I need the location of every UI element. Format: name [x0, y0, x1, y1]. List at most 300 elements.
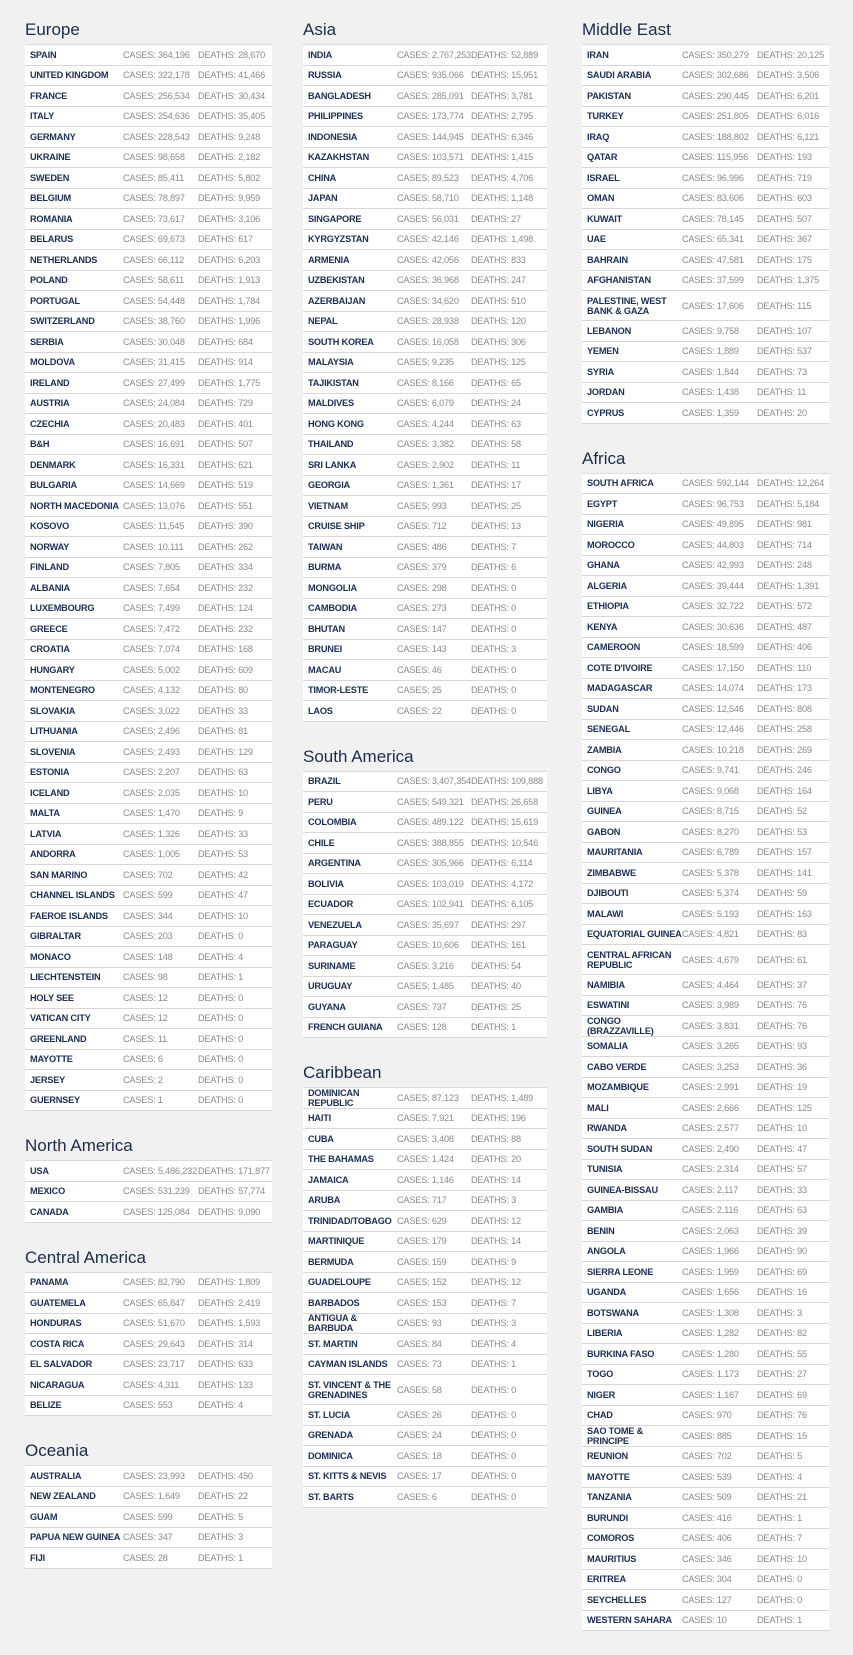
country-name: CAMBODIA — [308, 603, 357, 614]
table-row — [582, 679, 829, 700]
cases-count: CASES: 549,321 — [397, 796, 464, 807]
table-row — [582, 362, 829, 383]
table-row — [303, 230, 547, 251]
deaths-count: DEATHS: 12,264 — [757, 478, 824, 489]
table-row — [25, 168, 272, 189]
deaths-count: DEATHS: 5,184 — [757, 498, 820, 509]
deaths-count: DEATHS: 161 — [471, 940, 526, 951]
country-name: BULGARIA — [30, 480, 77, 491]
table-row — [25, 537, 272, 558]
table-row — [303, 1191, 547, 1212]
country-name: USA — [30, 1165, 49, 1176]
table-row — [303, 1150, 547, 1171]
cases-count: CASES: 2,577 — [682, 1123, 739, 1134]
cases-count: CASES: 42,056 — [397, 254, 459, 265]
cases-count: CASES: 6,079 — [397, 398, 454, 409]
country-name: GAMBIA — [587, 1205, 624, 1216]
deaths-count: DEATHS: 21 — [757, 1492, 807, 1503]
country-name: TANZANIA — [587, 1492, 632, 1503]
deaths-count: DEATHS: 28,670 — [198, 49, 265, 60]
table-row — [25, 148, 272, 169]
deaths-count: DEATHS: 3,106 — [198, 213, 261, 224]
country-name: ESWATINI — [587, 1000, 630, 1011]
deaths-count: DEATHS: 73 — [757, 366, 807, 377]
deaths-count: DEATHS: 1,415 — [471, 152, 534, 163]
table-row — [582, 781, 829, 802]
table-row — [25, 312, 272, 333]
country-name: GIBRALTAR — [30, 931, 81, 942]
table-row — [25, 86, 272, 107]
table-row — [25, 373, 272, 394]
country-name: CYPRUS — [587, 407, 625, 418]
table-row — [25, 968, 272, 989]
deaths-count: DEATHS: 125 — [471, 357, 526, 368]
table-row — [582, 1119, 829, 1140]
country-name: NORTH MACEDONIA — [30, 500, 119, 511]
country-name: URUGUAY — [308, 981, 353, 992]
region-section-middle-east — [582, 19, 829, 424]
country-name: AFGHANISTAN — [587, 275, 651, 286]
country-name: MALI — [587, 1102, 609, 1113]
country-name: SEYCHELLES — [587, 1594, 647, 1605]
cases-count: CASES: 2,314 — [682, 1164, 739, 1175]
table-row — [25, 353, 272, 374]
cases-count: CASES: 103,571 — [397, 152, 464, 163]
deaths-count: DEATHS: 63 — [198, 767, 248, 778]
table-row — [303, 854, 547, 875]
country-name: OMAN — [587, 193, 615, 204]
deaths-count: DEATHS: 367 — [757, 234, 812, 245]
deaths-count: DEATHS: 0 — [198, 1033, 243, 1044]
table-row — [25, 1273, 272, 1294]
country-name: GREENLAND — [30, 1033, 87, 1044]
deaths-count: DEATHS: 110 — [757, 662, 812, 673]
table-row — [303, 1088, 547, 1109]
table-row — [303, 977, 547, 998]
cases-count: CASES: 173,774 — [397, 111, 464, 122]
deaths-count: DEATHS: 0 — [757, 1574, 802, 1585]
cases-count: CASES: 69,673 — [123, 234, 185, 245]
country-name: SOMALIA — [587, 1041, 628, 1052]
table-row — [582, 1037, 829, 1058]
region-title: Asia — [303, 20, 337, 39]
country-name: JERSEY — [30, 1074, 66, 1085]
deaths-count: DEATHS: 1,498 — [471, 234, 534, 245]
country-name: MONTENEGRO — [30, 685, 95, 696]
country-name: GUINEA — [587, 806, 622, 817]
country-name: TOGO — [587, 1369, 614, 1380]
deaths-count: DEATHS: 5,802 — [198, 172, 261, 183]
cases-count: CASES: 11,545 — [123, 521, 185, 532]
region-title: Africa — [582, 448, 626, 468]
country-name: CAMEROON — [587, 642, 641, 653]
country-name: SAO TOME & PRINCIPE — [587, 1425, 644, 1446]
table-row — [582, 802, 829, 823]
cases-count: CASES: 18 — [397, 1450, 442, 1461]
cases-count: CASES: 2,063 — [682, 1225, 739, 1236]
deaths-count: DEATHS: 3 — [198, 1532, 243, 1543]
deaths-count: DEATHS: 684 — [198, 336, 253, 347]
table-row — [25, 209, 272, 230]
deaths-count: DEATHS: 1 — [757, 1615, 802, 1626]
deaths-count: DEATHS: 53 — [198, 849, 248, 860]
table-row — [582, 250, 829, 271]
table-row — [582, 945, 829, 975]
country-name: MEXICO — [30, 1186, 66, 1197]
cases-count: CASES: 599 — [123, 1511, 173, 1522]
deaths-count: DEATHS: 133 — [198, 1379, 253, 1390]
table-row — [25, 1314, 272, 1335]
table-row — [25, 455, 272, 476]
cases-count: CASES: 51,670 — [123, 1318, 185, 1329]
deaths-count: DEATHS: 0 — [198, 992, 243, 1003]
cases-count: CASES: 58 — [397, 1384, 442, 1395]
table-row — [582, 1570, 829, 1591]
country-name: QATAR — [587, 152, 618, 163]
deaths-count: DEATHS: 125 — [757, 1102, 812, 1113]
country-name: LIECHTENSTEIN — [30, 972, 101, 983]
country-name: KOSOVO — [30, 521, 70, 532]
cases-count: CASES: 1,282 — [682, 1328, 739, 1339]
cases-count: CASES: 23,993 — [123, 1470, 185, 1481]
cases-count: CASES: 44,803 — [682, 539, 744, 550]
deaths-count: DEATHS: 14 — [471, 1236, 521, 1247]
table-row — [25, 1355, 272, 1376]
country-name: ST. KITTS & NEVIS — [308, 1471, 387, 1482]
country-name: ARGENTINA — [308, 858, 361, 869]
table-row — [303, 353, 547, 374]
deaths-count: DEATHS: 24 — [471, 398, 521, 409]
table-row — [25, 1396, 272, 1417]
cases-count: CASES: 3,408 — [397, 1133, 454, 1144]
country-name: MALTA — [30, 808, 60, 819]
deaths-count: DEATHS: 55 — [757, 1348, 807, 1359]
table-row — [582, 291, 829, 321]
deaths-count: DEATHS: 0 — [757, 1594, 802, 1605]
deaths-count: DEATHS: 80 — [198, 685, 248, 696]
deaths-count: DEATHS: 7 — [757, 1533, 802, 1544]
country-name: HONG KONG — [308, 418, 364, 429]
deaths-count: DEATHS: 269 — [757, 744, 812, 755]
country-name: TURKEY — [587, 111, 624, 122]
cases-count: CASES: 203 — [123, 931, 173, 942]
table-row — [25, 189, 272, 210]
table-row — [582, 740, 829, 761]
country-name: VENEZUELA — [308, 919, 362, 930]
deaths-count: DEATHS: 16 — [757, 1287, 807, 1298]
country-name: CONGO — [587, 765, 621, 776]
country-name: ICELAND — [30, 787, 70, 798]
country-table — [582, 44, 829, 424]
table-row — [25, 291, 272, 312]
deaths-count: DEATHS: 1,913 — [198, 275, 261, 286]
cases-count: CASES: 406 — [682, 1533, 732, 1544]
deaths-count: DEATHS: 61 — [757, 954, 807, 965]
table-row — [25, 1070, 272, 1091]
cases-count: CASES: 364,196 — [123, 49, 190, 60]
deaths-count: DEATHS: 12 — [471, 1277, 521, 1288]
country-name: THE BAHAMAS — [308, 1154, 374, 1165]
country-name: TAJIKISTAN — [308, 377, 359, 388]
deaths-count: DEATHS: 572 — [757, 601, 812, 612]
deaths-count: DEATHS: 1 — [471, 1359, 516, 1370]
cases-count: CASES: 2 — [123, 1074, 163, 1085]
cases-count: CASES: 350,279 — [682, 49, 749, 60]
table-row — [303, 1170, 547, 1191]
country-name: SOUTH AFRICA — [587, 478, 654, 489]
table-row — [25, 250, 272, 271]
deaths-count: DEATHS: 20 — [757, 407, 807, 418]
deaths-count: DEATHS: 88 — [471, 1133, 521, 1144]
country-table — [25, 1160, 272, 1223]
cases-count: CASES: 3,407,354 — [397, 776, 471, 787]
cases-count: CASES: 147 — [397, 623, 447, 634]
cases-count: CASES: 3,831 — [682, 1020, 739, 1031]
deaths-count: DEATHS: 25 — [471, 500, 521, 511]
table-row — [582, 1406, 829, 1427]
cases-count: CASES: 29,643 — [123, 1338, 185, 1349]
deaths-count: DEATHS: 401 — [198, 418, 253, 429]
deaths-count: DEATHS: 9 — [198, 808, 243, 819]
country-name: GABON — [587, 826, 621, 837]
deaths-count: DEATHS: 4 — [471, 1338, 516, 1349]
deaths-count: DEATHS: 1,775 — [198, 377, 261, 388]
deaths-count: DEATHS: 2,419 — [198, 1297, 261, 1308]
table-row — [303, 1109, 547, 1130]
deaths-count: DEATHS: 90 — [757, 1246, 807, 1257]
table-row — [25, 127, 272, 148]
country-table — [303, 1087, 547, 1508]
deaths-count: DEATHS: 2,182 — [198, 152, 261, 163]
deaths-count: DEATHS: 6 — [471, 562, 516, 573]
country-name: SIERRA LEONE — [587, 1266, 654, 1277]
cases-count: CASES: 2,902 — [397, 459, 454, 470]
table-row — [25, 66, 272, 87]
cases-count: CASES: 1,359 — [682, 407, 739, 418]
table-row — [25, 414, 272, 435]
deaths-count: DEATHS: 15,951 — [471, 70, 538, 81]
country-name: BOLIVIA — [308, 878, 344, 889]
table-row — [582, 107, 829, 128]
deaths-count: DEATHS: 5 — [757, 1451, 802, 1462]
country-name: GERMANY — [30, 131, 76, 142]
country-table — [582, 473, 829, 1632]
country-name: BRAZIL — [308, 776, 341, 787]
table-row — [303, 271, 547, 292]
deaths-count: DEATHS: 9,248 — [198, 131, 261, 142]
country-name: GUAM — [30, 1511, 58, 1522]
table-row — [303, 997, 547, 1018]
table-row — [303, 1293, 547, 1314]
deaths-count: DEATHS: 714 — [757, 539, 812, 550]
cases-count: CASES: 1,280 — [682, 1348, 739, 1359]
cases-count: CASES: 2,490 — [682, 1143, 739, 1154]
deaths-count: DEATHS: 450 — [198, 1470, 253, 1481]
cases-count: CASES: 103,019 — [397, 878, 464, 889]
cases-count: CASES: 42,146 — [397, 234, 459, 245]
deaths-count: DEATHS: 63 — [757, 1205, 807, 1216]
table-row — [25, 1202, 272, 1223]
country-name: CHANNEL ISLANDS — [30, 890, 115, 901]
deaths-count: DEATHS: 0 — [471, 664, 516, 675]
deaths-count: DEATHS: 0 — [471, 1491, 516, 1502]
cases-count: CASES: 1,649 — [123, 1491, 180, 1502]
country-name: SOUTH SUDAN — [587, 1143, 653, 1154]
deaths-count: DEATHS: 14 — [471, 1174, 521, 1185]
country-name: NIGERIA — [587, 519, 624, 530]
deaths-count: DEATHS: 1,593 — [198, 1318, 261, 1329]
country-name: GUADELOUPE — [308, 1277, 371, 1288]
deaths-count: DEATHS: 1,489 — [471, 1092, 534, 1103]
country-name: PAPUA NEW GUINEA — [30, 1532, 121, 1543]
table-row — [582, 1283, 829, 1304]
country-name: BAHRAIN — [587, 254, 628, 265]
table-row — [303, 936, 547, 957]
cases-count: CASES: 66,112 — [123, 254, 185, 265]
deaths-count: DEATHS: 30,434 — [198, 90, 265, 101]
cases-count: CASES: 179 — [397, 1236, 447, 1247]
country-name: CANADA — [30, 1206, 69, 1217]
country-name: ESTONIA — [30, 767, 70, 778]
country-name: NIGER — [587, 1389, 616, 1400]
country-name: REUNION — [587, 1451, 628, 1462]
table-row — [25, 1528, 272, 1549]
table-row — [582, 1324, 829, 1345]
deaths-count: DEATHS: 17 — [471, 480, 521, 491]
table-row — [582, 1447, 829, 1468]
country-name: HONDURAS — [30, 1318, 82, 1329]
country-name: POLAND — [30, 275, 68, 286]
country-name: PORTUGAL — [30, 295, 80, 306]
country-name: LIBERIA — [587, 1328, 623, 1339]
deaths-count: DEATHS: 40 — [471, 981, 521, 992]
country-name: SAN MARINO — [30, 869, 88, 880]
deaths-count: DEATHS: 603 — [757, 193, 812, 204]
cases-count: CASES: 188,802 — [682, 131, 749, 142]
deaths-count: DEATHS: 247 — [471, 275, 526, 286]
deaths-count: DEATHS: 537 — [757, 346, 812, 357]
deaths-count: DEATHS: 1 — [471, 1022, 516, 1033]
cases-count: CASES: 1,173 — [682, 1369, 739, 1380]
deaths-count: DEATHS: 129 — [198, 746, 253, 757]
cases-count: CASES: 22 — [397, 705, 442, 716]
table-row — [303, 1232, 547, 1253]
deaths-count: DEATHS: 173 — [757, 683, 812, 694]
country-name: ZAMBIA — [587, 744, 622, 755]
country-name: MACAU — [308, 664, 342, 675]
region-title: Europe — [25, 20, 80, 39]
cases-count: CASES: 27,499 — [123, 377, 185, 388]
deaths-count: DEATHS: 41,466 — [198, 70, 265, 81]
country-name: SUDAN — [587, 703, 619, 714]
table-row — [303, 660, 547, 681]
deaths-count: DEATHS: 82 — [757, 1328, 807, 1339]
table-row — [25, 1548, 272, 1569]
cases-count: CASES: 10,218 — [682, 744, 744, 755]
table-row — [303, 312, 547, 333]
deaths-count: DEATHS: 334 — [198, 562, 253, 573]
table-row — [303, 895, 547, 916]
country-name: NETHERLANDS — [30, 254, 98, 265]
cases-count: CASES: 3,022 — [123, 705, 180, 716]
deaths-count: DEATHS: 10 — [757, 1553, 807, 1564]
deaths-count: DEATHS: 262 — [198, 541, 253, 552]
table-row — [582, 1098, 829, 1119]
deaths-count: DEATHS: 69 — [757, 1266, 807, 1277]
cases-count: CASES: 25 — [397, 685, 442, 696]
deaths-count: DEATHS: 171,877 — [198, 1165, 270, 1176]
table-row — [582, 321, 829, 342]
deaths-count: DEATHS: 26,658 — [471, 796, 538, 807]
cases-count: CASES: 16,331 — [123, 459, 185, 470]
table-row — [25, 660, 272, 681]
cases-count: CASES: 1,656 — [682, 1287, 739, 1298]
table-row — [582, 1180, 829, 1201]
country-name: FIJI — [30, 1552, 46, 1563]
cases-count: CASES: 256,534 — [123, 90, 190, 101]
country-name: TRINIDAD/TOBAGO — [308, 1215, 392, 1226]
table-row — [303, 1355, 547, 1376]
deaths-count: DEATHS: 65 — [471, 377, 521, 388]
country-name: COTE D'IVOIRE — [587, 662, 653, 673]
deaths-count: DEATHS: 196 — [471, 1113, 526, 1124]
country-name: JAPAN — [308, 193, 338, 204]
cases-count: CASES: 1,844 — [682, 366, 739, 377]
table-row — [303, 476, 547, 497]
table-row — [582, 1549, 829, 1570]
country-name: GUATEMELA — [30, 1297, 86, 1308]
country-name: NORWAY — [30, 541, 70, 552]
table-row — [25, 824, 272, 845]
cases-count: CASES: 96,753 — [682, 498, 744, 509]
cases-count: CASES: 54,448 — [123, 295, 185, 306]
country-name: CZECHIA — [30, 418, 70, 429]
table-row — [25, 558, 272, 579]
table-row — [303, 833, 547, 854]
table-row — [582, 45, 829, 66]
cases-count: CASES: 3,989 — [682, 1000, 739, 1011]
table-row — [303, 189, 547, 210]
table-row — [582, 699, 829, 720]
cases-count: CASES: 102,941 — [397, 899, 464, 910]
cases-count: CASES: 18,599 — [682, 642, 744, 653]
cases-count: CASES: 1,146 — [397, 1174, 454, 1185]
cases-count: CASES: 5,193 — [682, 908, 739, 919]
country-name: ANDORRA — [30, 849, 76, 860]
table-row — [25, 988, 272, 1009]
deaths-count: DEATHS: 0 — [471, 1409, 516, 1420]
deaths-count: DEATHS: 93 — [757, 1041, 807, 1052]
deaths-count: DEATHS: 3 — [471, 644, 516, 655]
country-name: DJIBOUTI — [587, 888, 629, 899]
deaths-count: DEATHS: 0 — [471, 1471, 516, 1482]
table-row — [303, 1211, 547, 1232]
country-name: PAKISTAN — [587, 90, 631, 101]
country-table — [25, 1272, 272, 1417]
deaths-count: DEATHS: 617 — [198, 234, 253, 245]
table-row — [582, 1611, 829, 1632]
cases-count: CASES: 2,493 — [123, 746, 180, 757]
table-row — [582, 556, 829, 577]
table-row — [303, 640, 547, 661]
country-name: CENTRAL AFRICAN REPUBLIC — [587, 949, 672, 970]
cases-count: CASES: 1,470 — [123, 808, 180, 819]
cases-count: CASES: 58,611 — [123, 275, 185, 286]
cases-count: CASES: 144,945 — [397, 131, 464, 142]
cases-count: CASES: 47,581 — [682, 254, 744, 265]
region-section-europe — [25, 19, 272, 1111]
table-row — [303, 291, 547, 312]
